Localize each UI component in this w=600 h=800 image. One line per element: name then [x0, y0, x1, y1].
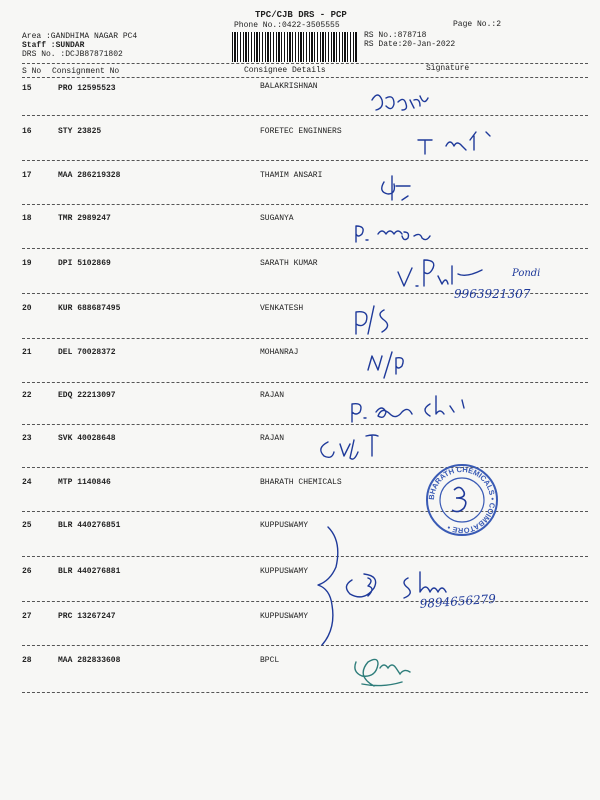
table-row [22, 348, 588, 358]
rs-date: RS Date:20-Jan-2022 [364, 40, 456, 49]
row-sno: 28 [22, 656, 32, 665]
row-consignee: RAJAN [260, 391, 285, 400]
row-sno: 27 [22, 612, 32, 621]
row-consignment: DPI 5102869 [58, 259, 111, 268]
row-consignee: KUPPUSWAMY [260, 612, 309, 621]
row-sno: 25 [22, 521, 32, 530]
row-consignment: MAA 282833608 [58, 656, 121, 665]
stamp-text: BHARATH CHEMICALS • COIMBATORE • [426, 464, 498, 536]
table-row [22, 656, 588, 666]
column-header-rule [22, 77, 588, 78]
row-consignment: PRO 12595523 [58, 84, 116, 93]
signature-19-number: 9963921307 [454, 287, 531, 301]
row-consignee: RAJAN [260, 434, 285, 443]
row-divider [22, 204, 588, 205]
row-consignee: BPCL [260, 656, 280, 665]
row-divider [22, 424, 588, 425]
table-row [22, 612, 588, 622]
staff-label: Staff :SUNDAR [22, 41, 85, 50]
drs-number: DRS No. :DCJB87871802 [22, 50, 123, 59]
row-consignment: BLR 440276851 [58, 521, 121, 530]
row-sno: 26 [22, 567, 32, 576]
table-row [22, 434, 588, 444]
row-consignee: KUPPUSWAMY [260, 521, 309, 530]
row-consignee: KUPPUSWAMY [260, 567, 309, 576]
row-sno: 20 [22, 304, 32, 313]
row-divider [22, 601, 588, 602]
row-consignment: BLR 440276881 [58, 567, 121, 576]
signature-26-number: 9894656279 [419, 591, 497, 611]
row-consignee: SARATH KUMAR [260, 259, 318, 268]
row-divider [22, 467, 588, 468]
table-row [22, 567, 588, 577]
signature-bracket [318, 527, 338, 645]
column-sno: S No [22, 67, 42, 76]
row-consignment: MTP 1140846 [58, 478, 111, 487]
signature-19-place: Pondi [512, 268, 541, 279]
column-consignment: Consignment No [52, 67, 120, 76]
page-number: Page No.:2 [453, 20, 502, 29]
row-consignment: SVK 40028648 [58, 434, 116, 443]
row-consignment: PRC 13267247 [58, 612, 116, 621]
row-sno: 18 [22, 214, 32, 223]
row-sno: 17 [22, 171, 32, 180]
row-consignment: MAA 286219328 [58, 171, 121, 180]
table-row [22, 478, 588, 488]
table-row [22, 214, 588, 224]
stamp-signature [452, 487, 466, 511]
row-sno: 19 [22, 259, 32, 268]
row-consignee: BALAKRISHNAN [260, 82, 318, 91]
column-consignee: Consignee Details [244, 66, 326, 75]
document-title: TPC/CJB DRS - PCP [255, 10, 347, 20]
row-divider [22, 115, 588, 116]
row-divider [22, 645, 588, 646]
row-divider [22, 338, 588, 339]
row-sno: 16 [22, 127, 32, 136]
row-sno: 21 [22, 348, 32, 357]
table-row [22, 84, 588, 94]
row-divider [22, 382, 588, 383]
row-sno: 24 [22, 478, 32, 487]
header-rule [22, 63, 588, 64]
table-row [22, 521, 588, 531]
row-consignment: EDQ 22213097 [58, 391, 116, 400]
row-consignment: STY 23825 [58, 127, 102, 136]
table-row [22, 304, 588, 314]
row-divider [22, 293, 588, 294]
row-sno: 15 [22, 84, 32, 93]
area-label: Area :GANDHIMA NAGAR PC4 [22, 32, 138, 41]
signature-15 [372, 95, 428, 110]
rs-number: RS No.:878718 [364, 31, 427, 40]
table-row [22, 171, 588, 181]
row-consignee: VENKATESH [260, 304, 304, 313]
company-stamp [424, 462, 500, 538]
table-row [22, 127, 588, 137]
row-divider [22, 248, 588, 249]
phone-number: Phone No.:0422-3505555 [234, 21, 340, 30]
row-sno: 22 [22, 391, 32, 400]
row-divider [22, 556, 588, 557]
row-divider [22, 160, 588, 161]
row-consignee: THAMIM ANSARI [260, 171, 323, 180]
row-consignment: DEL 70028372 [58, 348, 116, 357]
column-signature: Signature [426, 64, 470, 73]
signature-18 [356, 226, 430, 242]
row-consignment: KUR 688687495 [58, 304, 121, 313]
row-consignee: FORETEC ENGINNERS [260, 127, 342, 136]
row-consignment: TMR 2989247 [58, 214, 111, 223]
row-consignee: SUGANYA [260, 214, 294, 223]
table-row [22, 259, 588, 269]
row-divider [22, 692, 588, 693]
table-row [22, 391, 588, 401]
row-divider [22, 511, 588, 512]
barcode [232, 32, 357, 62]
row-consignee: MOHANRAJ [260, 348, 299, 357]
stamp-inner-ring [440, 478, 484, 522]
row-sno: 23 [22, 434, 32, 443]
row-consignee: BHARATH CHEMICALS [260, 478, 342, 487]
